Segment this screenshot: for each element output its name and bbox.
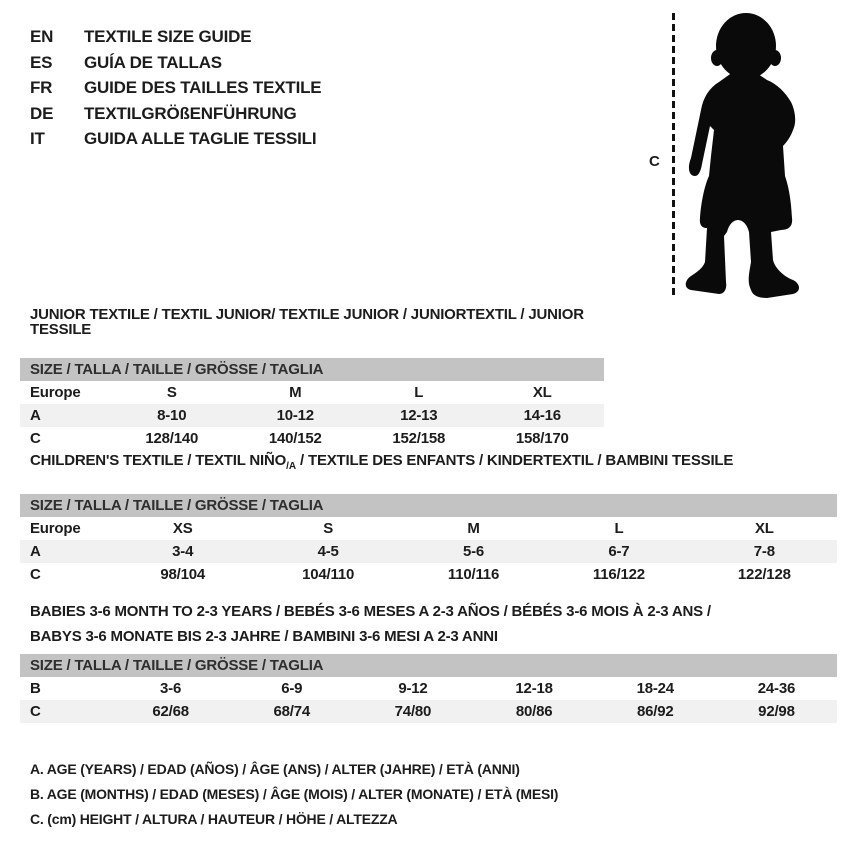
size-table	[20, 517, 837, 586]
language-title: TEXTILE SIZE GUIDE	[84, 27, 252, 46]
row-label: C	[30, 566, 41, 583]
toddler-silhouette-icon	[683, 6, 818, 304]
section-junior-textile	[20, 307, 604, 450]
size-cell: 14-16	[523, 407, 561, 424]
language-code: ES	[30, 52, 53, 72]
heading-line-2: BABYS 3-6 MONATE BIS 2-3 JAHRE / BAMBINI 3-6 MESI A 2-3 ANNI	[30, 628, 498, 645]
size-cell: XL	[532, 384, 552, 401]
size-table-row	[20, 517, 837, 540]
size-cell: 80/86	[515, 703, 553, 720]
size-cell: 98/104	[160, 566, 206, 583]
section-childrens-textile	[20, 453, 837, 586]
language-title: GUÍA DE TALLAS	[84, 52, 222, 72]
size-cell: XS	[172, 520, 193, 537]
size-cell: 110/116	[447, 566, 500, 583]
language-code: EN	[30, 27, 54, 46]
language-list	[30, 24, 321, 152]
size-cell: 8-10	[157, 407, 187, 424]
size-cell: 5-6	[462, 543, 485, 560]
language-title: TEXTILGRÖßENFÜHRUNG	[84, 103, 297, 123]
size-cell: 128/140	[145, 430, 199, 447]
size-cell: 3-4	[172, 543, 194, 560]
language-code: FR	[30, 78, 53, 97]
size-cell: 74/80	[394, 703, 432, 720]
size-cell: 9-12	[398, 680, 428, 697]
legend-note-c: C. (cm) HEIGHT / ALTURA / HAUTEUR / HÖHE / ALTEZZA	[30, 811, 398, 827]
language-row	[30, 126, 321, 152]
size-cell: 24-36	[757, 680, 796, 697]
size-cell: 6-9	[281, 680, 303, 697]
table-header-bar: SIZE / TALLA / TAILLE / GRÖSSE / TAGLIA	[20, 654, 837, 677]
size-cell: 7-8	[753, 543, 775, 560]
language-code: IT	[30, 129, 45, 148]
heading-subscript: /A	[286, 461, 297, 472]
size-table-row	[20, 404, 604, 427]
row-label: A	[30, 543, 41, 560]
size-cell: M	[467, 520, 480, 537]
size-cell: L	[414, 384, 424, 401]
size-cell: 12-13	[400, 407, 438, 424]
size-cell: L	[614, 520, 624, 537]
size-cell: 104/110	[302, 566, 355, 583]
language-row	[30, 101, 321, 127]
heading-text: / TEXTILE DES ENFANTS / KINDERTEXTIL / BAMBINI TESSILE	[296, 452, 734, 469]
size-cell: 18-24	[636, 680, 674, 697]
language-row	[30, 75, 321, 101]
size-cell: M	[289, 384, 302, 401]
size-cell: S	[166, 384, 177, 401]
size-cell: 140/152	[268, 430, 322, 447]
size-cell: 92/98	[758, 703, 795, 720]
row-label: A	[30, 407, 41, 424]
size-cell: 3-6	[160, 680, 182, 697]
size-cell: 10-12	[276, 407, 314, 424]
size-cell: 12-18	[515, 680, 553, 697]
section-heading	[30, 453, 837, 474]
legend-note-a: A. AGE (YEARS) / EDAD (AÑOS) / ÂGE (ANS) / ALTER (JAHRE) / ETÀ (ANNI)	[30, 761, 520, 777]
size-cell: 4-5	[317, 543, 339, 560]
toddler-figure	[645, 6, 845, 306]
language-title: GUIDE DES TAILLES TEXTILE	[84, 78, 322, 97]
row-label: C	[30, 430, 41, 447]
size-cell: XL	[754, 520, 774, 537]
row-label: B	[30, 680, 41, 697]
size-table-row	[20, 381, 604, 404]
row-label: Europe	[30, 384, 81, 401]
size-cell: 6-7	[608, 543, 630, 560]
size-table	[20, 381, 604, 450]
size-cell: 62/68	[152, 703, 189, 720]
height-dashed-line	[672, 13, 675, 295]
section-heading: JUNIOR TEXTILE / TEXTIL JUNIOR/ TEXTILE JUNIOR / JUNIORTEXTIL / JUNIOR TESSILE	[30, 306, 584, 338]
table-header-bar: SIZE / TALLA / TAILLE / GRÖSSE / TAGLIA	[20, 358, 604, 381]
heading-text: CHILDREN'S TEXTILE / TEXTIL NIÑO	[30, 452, 287, 469]
language-title: GUIDA ALLE TAGLIE TESSILI	[84, 129, 317, 148]
size-table-row	[20, 427, 604, 450]
size-cell: 86/92	[637, 703, 674, 720]
legend-notes	[30, 757, 558, 832]
size-table-row	[20, 700, 837, 723]
language-row	[30, 50, 321, 76]
language-code: DE	[30, 103, 54, 123]
legend-note-b: B. AGE (MONTHS) / EDAD (MESES) / ÂGE (MOIS) / ALTER (MONATE) / ETÀ (MESI)	[30, 786, 559, 802]
section-babies-textile	[20, 599, 837, 723]
table-header-bar: SIZE / TALLA / TAILLE / GRÖSSE / TAGLIA	[20, 494, 837, 517]
row-label: C	[30, 703, 41, 720]
size-cell: 116/122	[592, 566, 645, 583]
size-cell: 68/74	[273, 703, 311, 720]
size-table-row	[20, 677, 837, 700]
size-cell: 152/158	[392, 430, 446, 447]
size-table	[20, 677, 837, 723]
size-table-row	[20, 563, 837, 586]
language-row	[30, 24, 321, 50]
height-measure-label: C	[649, 153, 660, 170]
size-cell: S	[323, 520, 334, 537]
size-table-row	[20, 540, 837, 563]
section-heading	[30, 599, 837, 649]
size-cell: 122/128	[737, 566, 791, 583]
row-label: Europe	[30, 520, 81, 537]
size-cell: 158/170	[515, 430, 569, 447]
heading-line-1: BABIES 3-6 MONTH TO 2-3 YEARS / BEBÉS 3-6 MESES A 2-3 AÑOS / BÉBÉS 3-6 MOIS À 2-3 ANS /	[30, 603, 711, 620]
